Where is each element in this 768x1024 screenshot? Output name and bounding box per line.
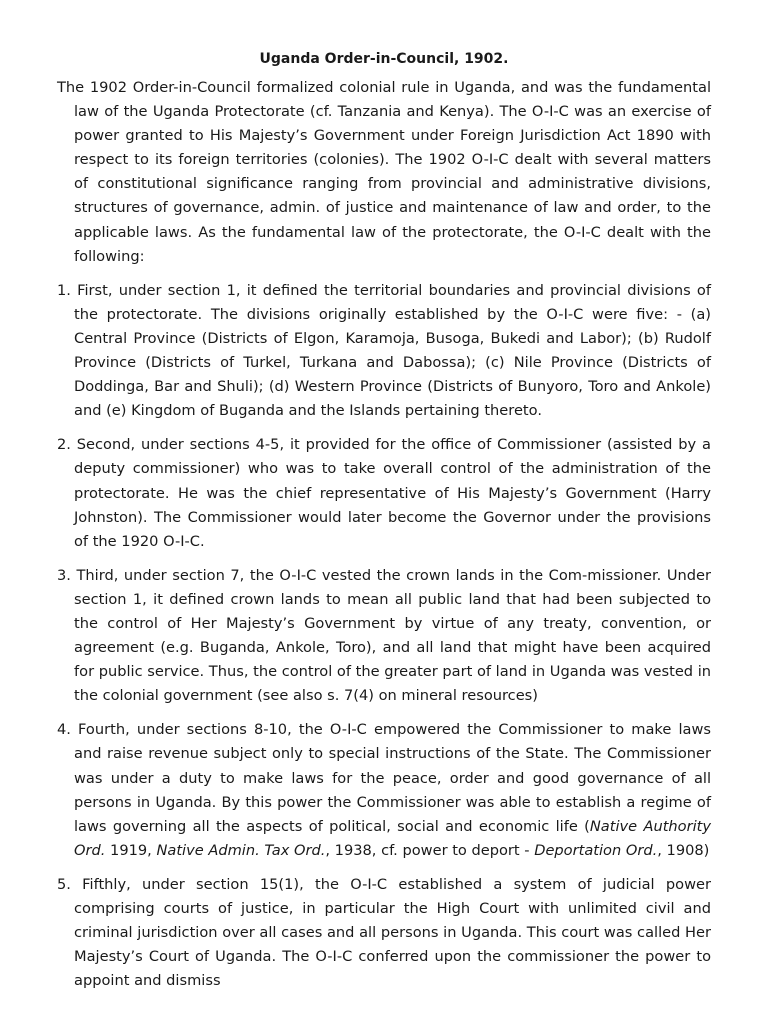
- list-item-1: 1. First, under section 1, it defined the territorial boundaries and provincial divisions of the protectorate. The divisions originally established by the O-I-C were five: - (a) Central Province (Districts of Elgon, Karamoja, Busoga, Bukedi and Labor); (b) Rudolf Province (Districts of Turkel, Turkana and Dabossa); (c) Nile Province (Districts of Doddinga, Bar and Shuli); (d) Western Province (Districts of Bunyoro, Toro and Ankole) and (e) Kingdom of Buganda and the Islands pertaining thereto.: [57, 281, 711, 420]
- list-item-3: 3. Third, under section 7, the O-I-C vested the crown lands in the Com-missioner. Under section 1, it defined crown lands to mean all public land that had been subjected to the control of Her Majesty’s Government by virtue of any treaty, convention, or agreement (e.g. Buganda, Ankole, Toro), and all land that might have been acquired for public service. Thus, the control of the greater part of land in Uganda was vested in the colonial government (see also s. 7(4) on mineral resources): [57, 566, 712, 705]
- list-item-4-text-a: 4. Fourth, under sections 8-10, the O-I-C empowered the Commissioner to make laws and raise revenue subject only to special instructions of the State. The Commissioner was under a duty to make laws for the peace, order and good governance of all persons in Uganda. By this power the Commissioner was able to establish a regime of laws governing all the aspects of political, social and economic life (: [57, 721, 711, 835]
- list-item-4: [57, 718, 711, 863]
- list-item-5: 5. Fifthly, under section 15(1), the O-I-C established a system of judicial power comprising courts of justice, in particular the High Court with unlimited civil and criminal jurisdiction over all cases and all persons in Uganda. This court was called Her Majesty’s Court of Uganda. The O-I-C conferred upon the commissioner the power to appoint and dismiss: [57, 875, 711, 990]
- list-item-4-text-e: , 1938, cf. power to deport -: [325, 841, 535, 859]
- document-page: [57, 50, 711, 1003]
- list-item-4-ordinance-3: Deportation Ord.: [534, 841, 658, 859]
- list-item-4-ordinance-2: Native Admin. Tax Ord.: [156, 841, 326, 859]
- document-title: Uganda Order-in-Council, 1902.: [259, 51, 509, 67]
- list-item-2: 2. Second, under sections 4-5, it provided for the office of Commissioner (assisted by a deputy commissioner) who was to take overall control of the administration of the protectorate. He was the chief representative of His Majesty’s Government (Harry Johnston). The Commissioner would later become the Governor under the provisions of the 1920 O-I-C.: [57, 436, 711, 550]
- list-item-4-text-g: , 1908): [657, 841, 710, 859]
- intro-paragraph: The 1902 Order-in-Council formalized colonial rule in Uganda, and was the fundamental law of the Uganda Protectorate (cf. Tanzania and Kenya). The O-I-C was an exercise of power granted to His Majesty’s Government under Foreign Jurisdiction Act 1890 with respect to its foreign territories (colonies). The 1902 O-I-C dealt with several matters of constitutional significance ranging from provincial and administrative divisions, structures of governance, admin. of justice and maintenance of law and order, to the applicable laws. As the fundamental law of the protectorate, the O-I-C dealt with the following:: [57, 79, 711, 265]
- list-item-4-text-c: 1919,: [105, 841, 157, 859]
- list-item-4-ordinance-1: Native Authority Ord.: [74, 817, 712, 859]
